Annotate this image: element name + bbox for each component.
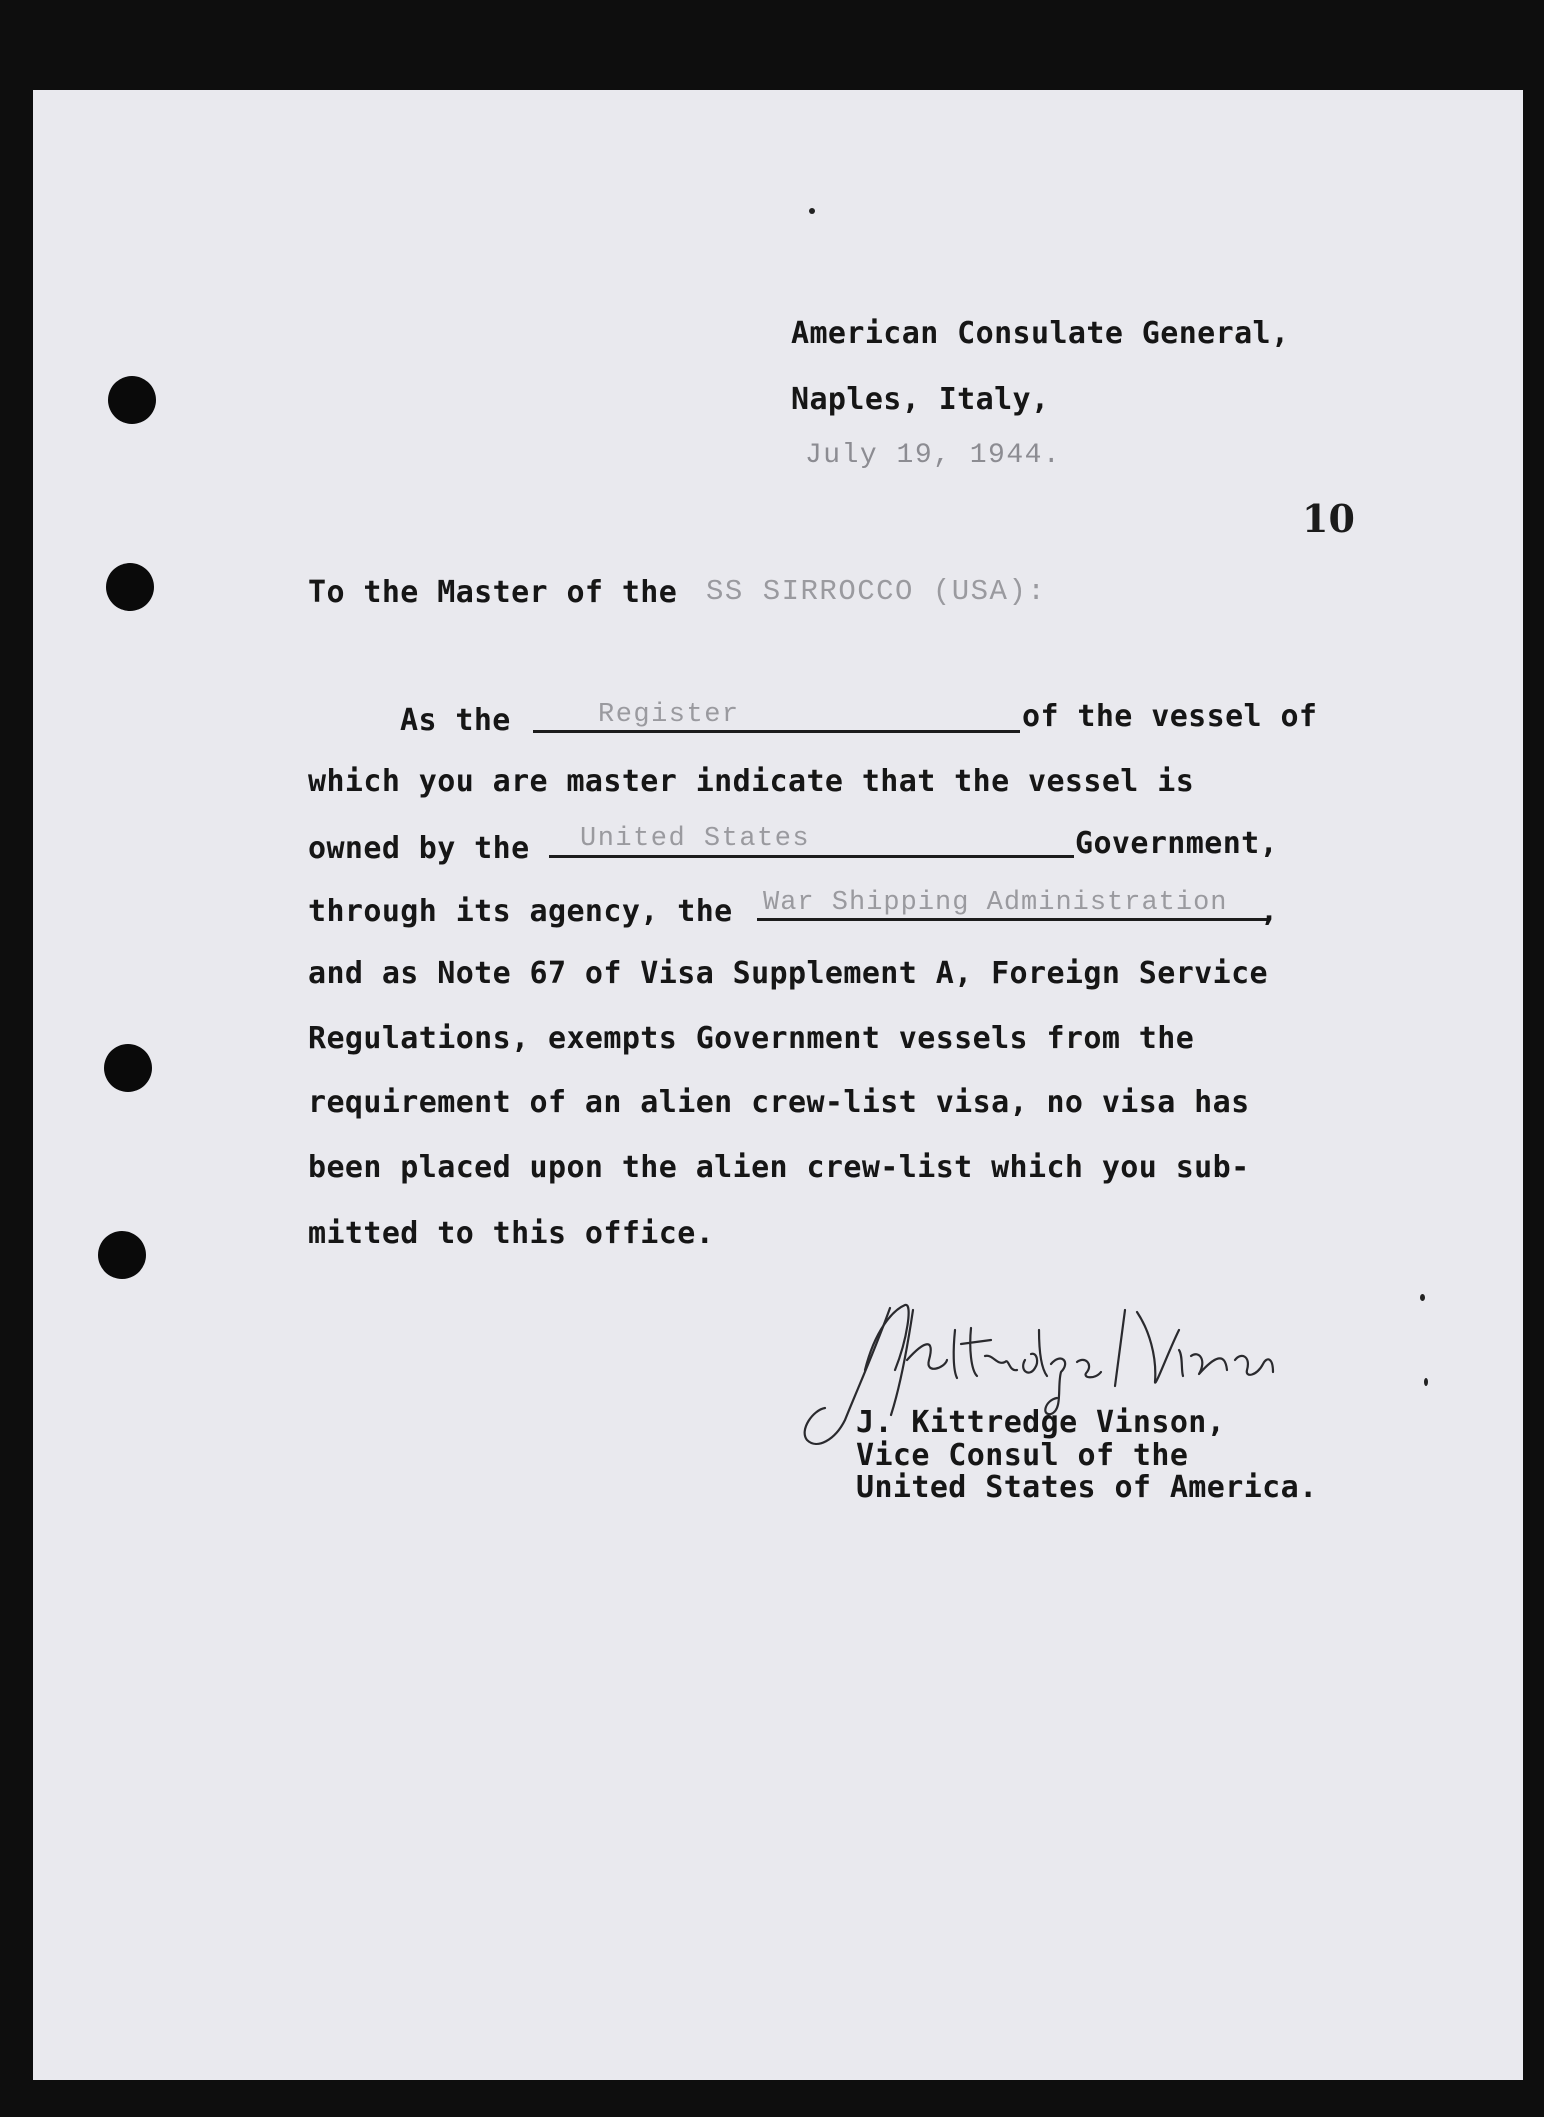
punch-hole <box>108 376 156 424</box>
body-text: which you are master indicate that the vessel is <box>308 764 1195 799</box>
body-text: Regulations, exempts Government vessels from the <box>308 1021 1195 1056</box>
signer-country: United States of America. <box>856 1470 1318 1505</box>
consulate-location: Naples, Italy, <box>791 382 1050 417</box>
body-text: Government, <box>1075 826 1279 861</box>
signer-title: Vice Consul of the <box>856 1438 1189 1473</box>
fill-in-underline <box>533 730 1020 733</box>
body-text: through its agency, the <box>308 894 733 929</box>
addressee-prefix: To the Master of the <box>308 575 678 610</box>
letter-date: July 19, 1944. <box>805 440 1062 471</box>
punch-hole <box>104 1044 152 1092</box>
fill-in-agency: War Shipping Administration <box>763 888 1228 918</box>
body-text: mitted to this office. <box>308 1216 715 1251</box>
fill-in-underline <box>757 918 1267 921</box>
page-number: 10 <box>1302 496 1355 541</box>
ink-speck <box>1424 1378 1428 1386</box>
body-text: As the <box>400 703 511 738</box>
body-text: of the vessel of <box>1022 699 1318 734</box>
fill-in-underline <box>549 855 1074 858</box>
ink-speck <box>809 208 815 214</box>
fill-in-government: United States <box>580 824 811 854</box>
signer-name: J. Kittredge Vinson, <box>856 1405 1226 1440</box>
fill-in-document-type: Register <box>598 700 740 730</box>
body-text: and as Note 67 of Visa Supplement A, Foreign Service <box>308 956 1268 991</box>
punch-hole <box>106 563 154 611</box>
ink-speck <box>1420 1294 1425 1301</box>
vessel-name: SS SIRROCCO (USA): <box>706 575 1047 608</box>
body-text: owned by the <box>308 831 530 866</box>
body-text: , <box>1260 894 1279 929</box>
body-text: been placed upon the alien crew-list which you sub- <box>308 1150 1250 1185</box>
punch-hole <box>98 1231 146 1279</box>
body-text: requirement of an alien crew-list visa, no visa has <box>308 1085 1250 1120</box>
consulate-name: American Consulate General, <box>791 316 1290 351</box>
